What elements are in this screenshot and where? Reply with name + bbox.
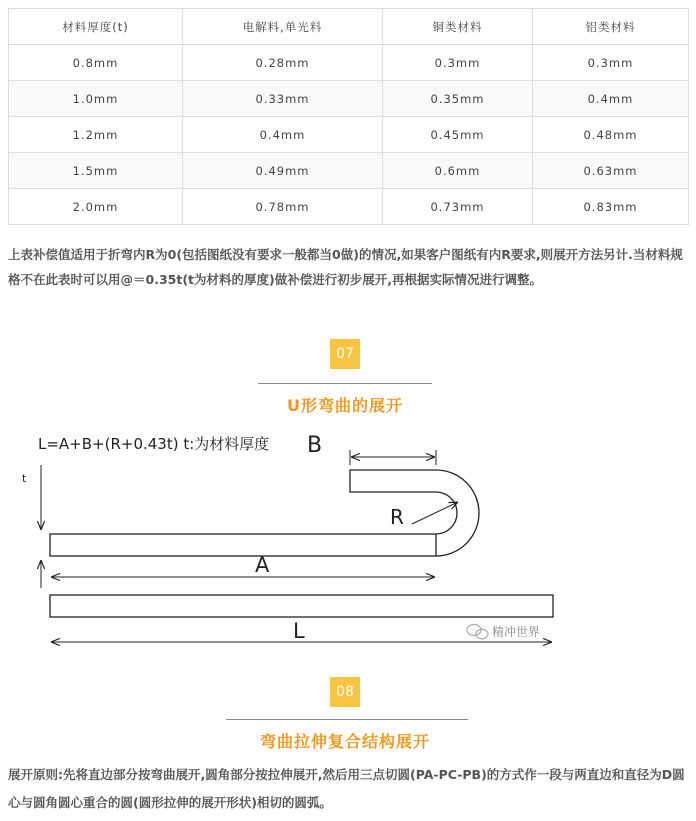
wechat-icon <box>467 625 488 639</box>
section-divider <box>258 383 432 384</box>
top-flange <box>350 470 436 492</box>
table-cell: 0.78mm <box>183 189 383 225</box>
header-electrolytic: 电解料,单光料 <box>183 9 383 45</box>
table-cell: 2.0mm <box>9 189 183 225</box>
header-thickness: 材料厚度(t) <box>9 9 183 45</box>
flat-blank <box>50 595 553 617</box>
table-cell: 0.28mm <box>183 45 383 81</box>
label-a: A <box>255 553 270 577</box>
table-row <box>9 153 689 189</box>
table-cell: 0.3mm <box>383 45 533 81</box>
section-title: U形弯曲的展开 <box>287 396 403 415</box>
table-cell: 0.45mm <box>383 117 533 153</box>
compensation-note: 上表补偿值适用于折弯内R为0(包括图纸没有要求一般都当0做)的情况,如果客户图纸有内R要求,则展开方法另计.当材料规格不在此表时可以用@＝0.35t(t为材料的厚度)做补偿进行初步展开,再根据实际情况进行调整。 <box>8 247 683 287</box>
table-cell: 0.48mm <box>533 117 689 153</box>
section-title: 弯曲拉伸复合结构展开 <box>259 732 430 751</box>
table-header-row <box>9 9 689 45</box>
table-cell: 0.8mm <box>9 45 183 81</box>
formula-text: L=A+B+(R+0.43t) t:为材料厚度 <box>38 435 270 453</box>
section-divider <box>226 719 468 720</box>
table-cell: 1.5mm <box>9 153 183 189</box>
table-cell: 0.6mm <box>383 153 533 189</box>
bottom-strip <box>50 534 436 556</box>
section-number-badge: 08 <box>330 677 360 707</box>
compensation-table <box>8 8 689 225</box>
table-cell: 0.49mm <box>183 153 383 189</box>
table-cell: 0.73mm <box>383 189 533 225</box>
table-row <box>9 81 689 117</box>
label-l: L <box>293 619 305 643</box>
table-cell: 0.83mm <box>533 189 689 225</box>
table-cell: 1.2mm <box>9 117 183 153</box>
table-row <box>9 117 689 153</box>
label-t: t <box>22 472 27 485</box>
table-cell: 0.35mm <box>383 81 533 117</box>
table-cell: 0.63mm <box>533 153 689 189</box>
table-cell: 0.4mm <box>533 81 689 117</box>
u-bend-diagram <box>0 420 696 655</box>
unfold-principle: 展开原则:先将直边部分按弯曲展开,圆角部分按拉伸展开,然后用三点切圆(PA-PC-PB)的方式作一段与两直边和直径为D圆心与圆角圆心重合的圆(圆形拉伸的展开形状)相切的圆弧。 <box>8 767 685 810</box>
table-cell: 0.3mm <box>533 45 689 81</box>
header-copper: 铜类材料 <box>383 9 533 45</box>
table-cell: 0.33mm <box>183 81 383 117</box>
table-cell: 1.0mm <box>9 81 183 117</box>
radius-line <box>412 502 458 524</box>
inner-bend-arc <box>436 492 457 534</box>
header-aluminum: 铝类材料 <box>533 9 689 45</box>
label-b: B <box>307 433 323 458</box>
label-r: R <box>390 505 404 529</box>
watermark-text: 精冲世界 <box>492 625 541 639</box>
table-cell: 0.4mm <box>183 117 383 153</box>
section-number-badge: 07 <box>330 339 360 369</box>
table-row <box>9 45 689 81</box>
table-row <box>9 189 689 225</box>
